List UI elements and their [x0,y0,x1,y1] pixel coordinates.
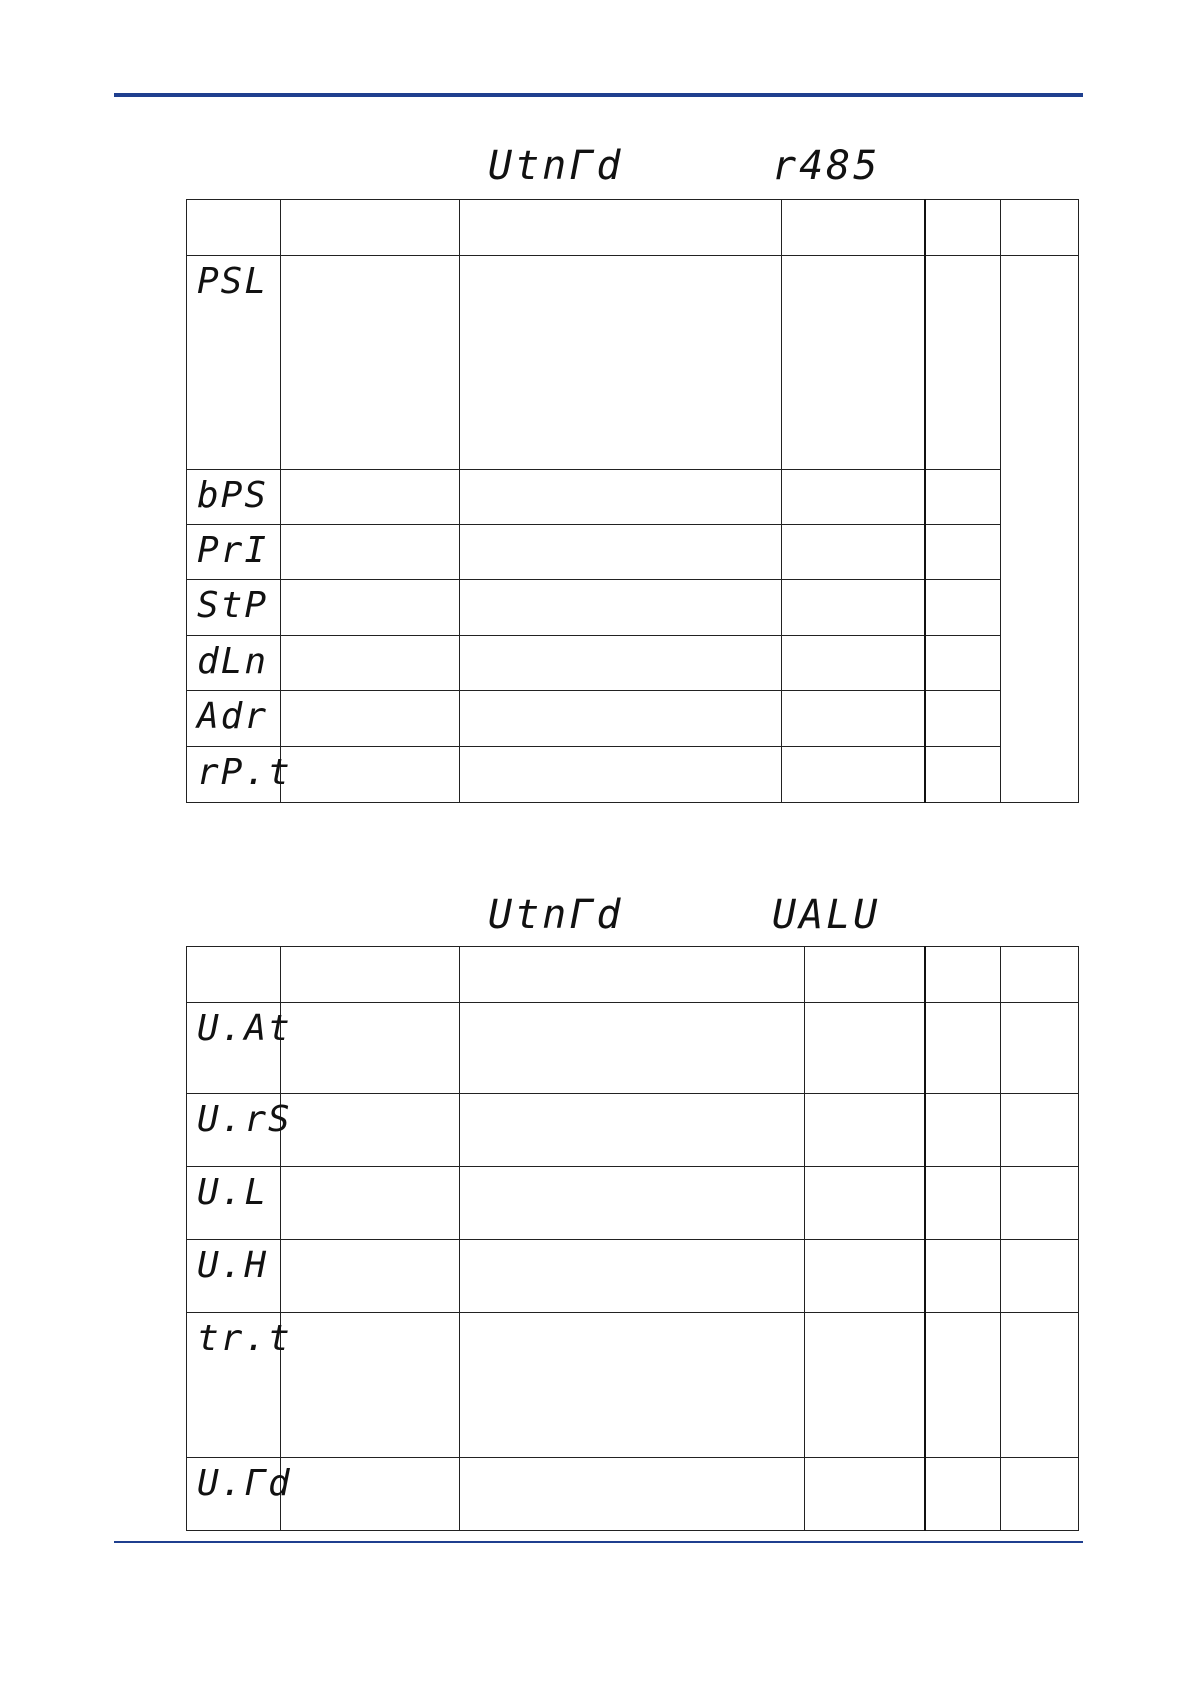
table-row [187,1167,1079,1240]
table-row [187,1094,1079,1167]
table-row [187,691,1079,747]
param-code: PrI [187,525,281,580]
table-row [187,1240,1079,1313]
table-row [187,636,1079,691]
param-code: bPS [187,470,281,525]
section2-menu-code: UtnГd [488,892,624,938]
table-header-row [187,947,1079,1003]
parameter-table-ualu [186,946,1079,1531]
param-code: PSL [187,256,281,470]
header-rule [114,93,1083,97]
table-header-row [187,200,1079,256]
param-code: U.L [187,1167,281,1240]
table-row [187,525,1079,580]
table-row [187,1003,1079,1094]
table-row [187,256,1079,470]
param-code: dLn [187,636,281,691]
param-code: U.At [187,1003,281,1094]
parameter-table-r485 [186,199,1079,803]
param-code: StP [187,580,281,636]
param-code: U.Гd [187,1458,281,1531]
param-code: U.H [187,1240,281,1313]
param-code: Adr [187,691,281,747]
section1-menu-code: UtnГd [488,143,624,189]
param-code: U.rS [187,1094,281,1167]
table-row [187,470,1079,525]
param-code: tr.t [187,1313,281,1458]
section1-submenu-code: r485 [772,143,881,189]
table-row [187,580,1079,636]
table-row [187,747,1079,803]
section2-submenu-code: UALU [772,892,881,938]
param-code: rP.t [187,747,281,803]
footer-rule [114,1541,1083,1543]
table-row [187,1313,1079,1458]
table-row [187,1458,1079,1531]
